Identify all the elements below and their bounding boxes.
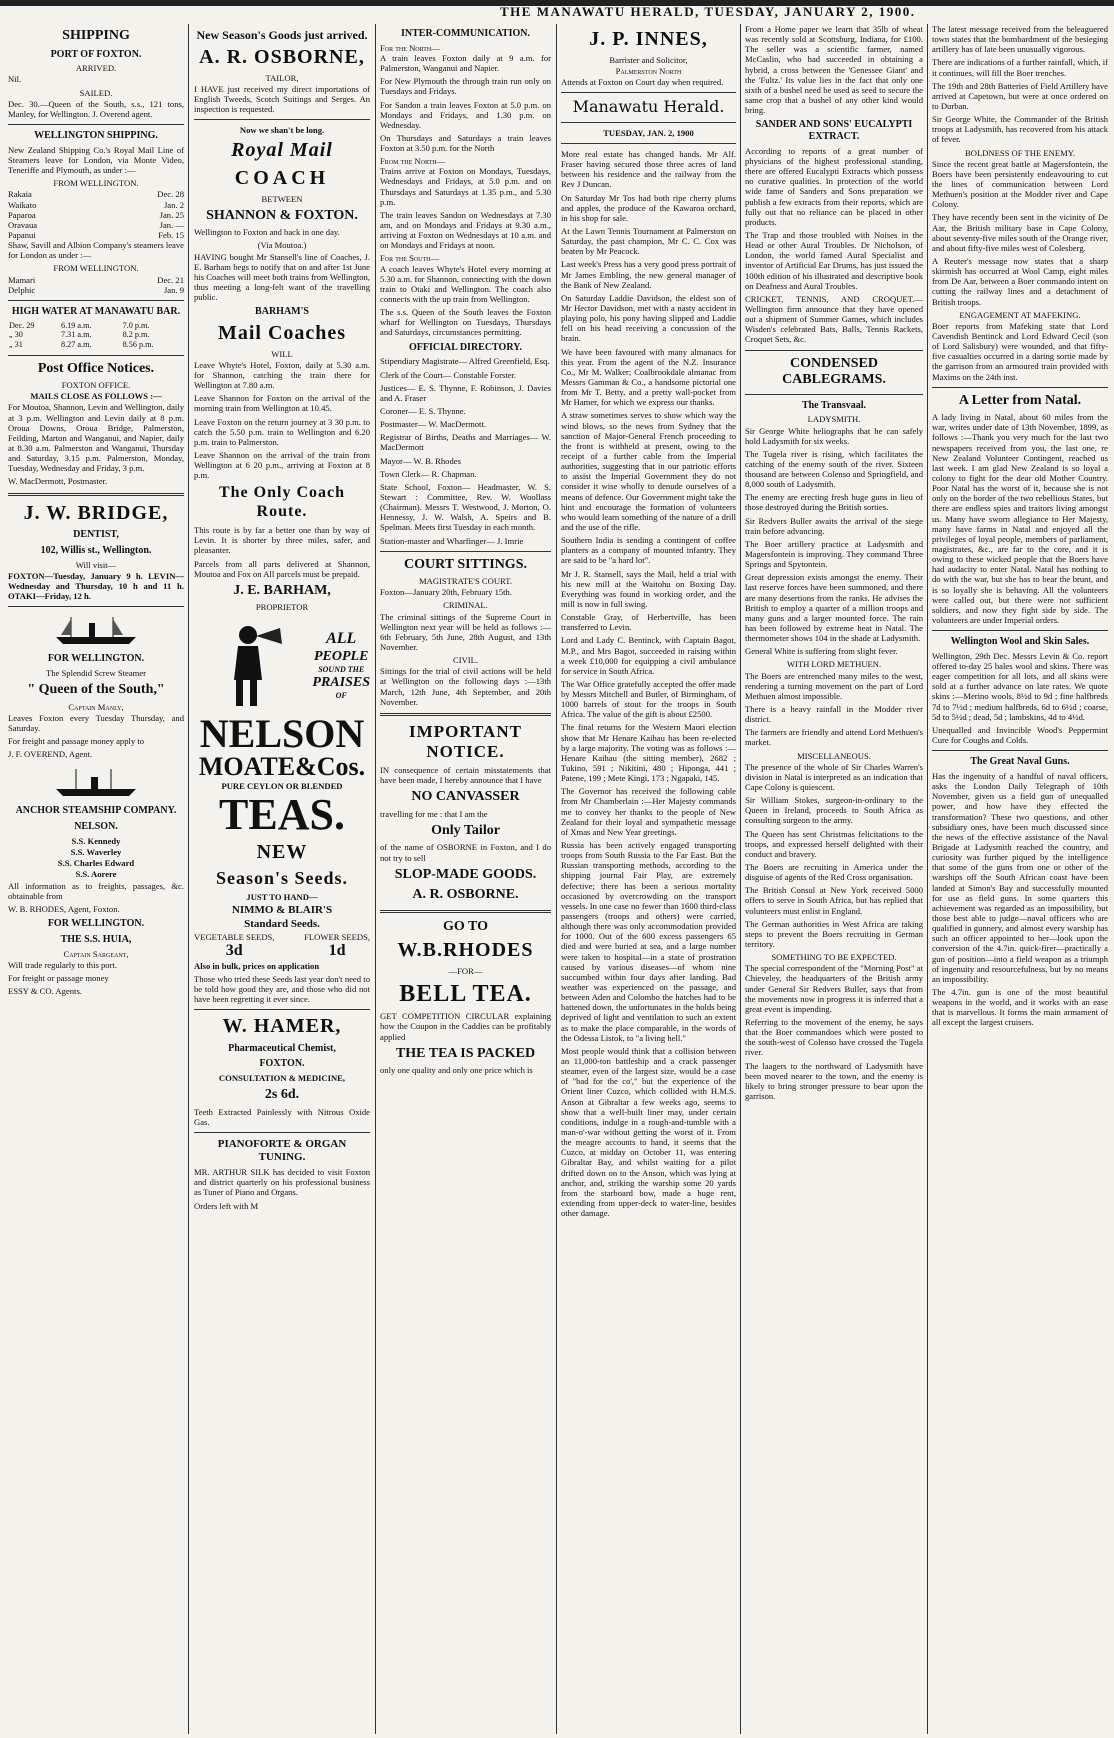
new-label: NEW: [256, 840, 308, 863]
queen-of-the-south: " Queen of the South,": [27, 682, 165, 698]
ladysmith-label: LADYSMITH.: [807, 414, 861, 425]
directory-entry: Town Clerk— R. Chapman.: [380, 468, 477, 479]
coach-heading: COACH: [234, 167, 330, 190]
coach-schedule-1: Leave Whyte's Hotel, Foxton, daily at 5.30 a.m. for Shannon, catching the train there for Wellington at 7.80 a.m.: [194, 359, 370, 391]
consultation-fee: 2s 6d.: [264, 1087, 300, 1103]
from-wellington-label: FROM WELLINGTON.: [53, 263, 139, 274]
divider: [380, 910, 551, 913]
innes-text: Attends at Foxton on Court day when required.: [561, 76, 724, 87]
naval-guns-heading: The Great Naval Guns.: [970, 756, 1070, 768]
will-visit-label: Will visit—: [75, 559, 117, 570]
table-row: „ 30 7.31 a.m. 8.2 p.m.: [9, 330, 150, 340]
article-paragraph: The Queen has sent Christmas felicitations to the troops, and expressed herself delighted with their conduct and bravery.: [745, 828, 923, 859]
osborne-signature: A. R. OSBORNE.: [412, 887, 519, 903]
column-rule: [740, 24, 741, 1734]
nelson-moate-banner: [194, 616, 370, 714]
dentist-label: DENTIST,: [73, 529, 119, 541]
parcels-text: Parcels from all parts delivered at Shannon, Moutoa and Fox on All parcels must be prepaid.: [194, 558, 370, 579]
flower-seeds-label: FLOWER SEEDS,: [304, 931, 370, 942]
divider: [561, 143, 736, 144]
article-paragraph: On Saturday Mr Tos had both ripe cherry plums and apples, the produce of the Kawaroa orchard, in his shop for sale.: [561, 192, 736, 223]
for-label: —FOR—: [448, 965, 483, 976]
article-paragraph: The final returns for the Western Maori election show that Mr Henare Kaihau has been re-elected by a large majority. The voting was as follows :—Henare Kaihau (the sitting member), 2682 ; Tukino, 591 ; Nikitini, 480 ; Hiponga, 441 ; Patene, 199 ; Mete Kingi, 173 ; Ngapaki, 145.: [561, 722, 736, 784]
divider: [745, 350, 923, 351]
coach-text: HAVING bought Mr Stansell's line of Coaches, J. E. Barham begs to notify that on and after 1st June his Coaches will meet both trains from Wellington, thus meeting a long-felt want of the travelling public.: [194, 251, 370, 303]
bell-tea-heading: BELL TEA.: [399, 980, 532, 1007]
article-paragraph: The British Consul at New York received 5000 offers to serve in South Africa, but has replied that volunteers must enlist in England.: [745, 885, 923, 916]
from-north-label: From the North—: [380, 156, 446, 167]
train-3: For Sandon a train leaves Foxton at 5.0 p.m. on Mondays and Fridays, and 1.30 p.m. on Wednesday.: [380, 99, 551, 130]
tried-text: Those who tried these Seeds last year don't need to be told how good they are, and those who did not have been regretting it ever since.: [194, 973, 370, 1004]
seeds-heading: Season's Seeds.: [215, 868, 349, 889]
sailed-text: Dec. 30.—Queen of the South, s.s., 121 tons, Manley, for Wellington. J. Overend agent.: [8, 98, 184, 119]
slop-made: SLOP-MADE GOODS.: [394, 866, 537, 882]
sailing-days: Leaves Foxton every Tuesday Thursday, and Saturday.: [8, 712, 184, 733]
piano-tail: Orders left with M: [194, 1200, 259, 1211]
route-text: This route is by far a better one than by way of Levin. It is shorter by three miles, safer, and pleasanter.: [194, 525, 370, 556]
column-2: [194, 24, 370, 1734]
tide-table: [8, 321, 184, 350]
praises-label: PRAISES: [312, 674, 370, 690]
train-5: Trains arrive at Foxton on Mondays, Tuesdays, Wednesdays and Fridays, at 5.0 p.m. and on Thursdays and Saturdays at 1.35 p.m., and 5.30 p.m.: [380, 166, 551, 207]
hamer-name: W. HAMER,: [222, 1015, 342, 1038]
dentist-address: 102, Willis st., Wellington.: [40, 544, 152, 556]
train-1: A train leaves Foxton daily at 9 a.m. for Palmerston, Wanganui and Napier.: [380, 52, 551, 74]
divider: [932, 750, 1108, 751]
bulk-text: Also in bulk, prices on application: [194, 960, 320, 971]
overend-agent: J. F. OVEREND, Agent.: [8, 749, 93, 760]
article-paragraph: There is a heavy rainfall in the Modder river district.: [745, 704, 923, 725]
anchor-ship: S.S. Waverley: [70, 847, 122, 858]
article-paragraph: Sir George White, the Commander of the British troops at Ladysmith, has recovered from his attack of fever.: [932, 114, 1108, 145]
divider: [8, 300, 184, 301]
coach-7: A coach leaves Whyte's Hotel every morning at 5.30 a.m. for Shannon, connecting with the down train to Otaki and Wellington. The coach also connects with the up train from Wellington.: [380, 263, 551, 305]
foxton-label: FOXTON.: [259, 1058, 305, 1070]
article-paragraph: General White is suffering from slight fever.: [745, 646, 898, 657]
nelson-heading: NELSON: [199, 711, 365, 757]
directory-entry: Mayor— W. B. Rhodes: [380, 455, 461, 466]
steamship-illustration: [51, 613, 141, 647]
article-paragraph: The Tugela river is rising, which facilitates the catching of the enemy south of the river. Sixteen thousand are between Colenso and Springfield, and 8,000 south of Ladysmith.: [745, 448, 923, 490]
will-label: WILL: [271, 348, 293, 359]
coach-schedule-2: Leave Shannon for Foxton on the arrival of the morning train from Wellington at 10.45.: [194, 393, 370, 414]
article-paragraph: A lady living in Natal, about 60 miles from the war, writes under date of 13th November, 1899, as follows :—Thank you very much for the last two newspapers received from you, the last one, re New Zealand Volunteer Contingent, reached us last week. I am glad New Zealand is so loyal a colony to fight for the dear old Mother Country. Poor Natal has the worst of it, because she is not only on the border of the two rebellious States, but there are endless spies and traitors living amongst us. Many have sworn allegiance to Her Majesty, many have farms in Natal and enjoyed all the privileges of loyal people, members of parliament, magistrates, &c., are far to the core, and it is owing to these wicked people that the Boers have had audacity to enter Natal. Natal has nothing to do with the war, but she has to bear the brunt, and is so loyally she is behaving. All the volunteers were called out, but there were not sufficient soldiers, and now they fight side by side. The volunteers are under Imperial orders.: [932, 412, 1108, 625]
shannon-foxton-heading: SHANNON & FOXTON.: [206, 207, 358, 223]
official-directory-heading: OFFICIAL DIRECTORY.: [408, 341, 522, 353]
directory-entry: Justices— E. S. Thynne, F. Robinson, J. Davies and A. Fraser: [380, 382, 551, 403]
je-barham-name: J. E. BARHAM,: [233, 582, 331, 598]
ship-row: Mamari Dec. 21: [8, 274, 184, 285]
divider: [8, 493, 184, 496]
nelson-label: NELSON.: [74, 821, 118, 833]
osborne-text: I HAVE just received my direct importations of English Tweeds, Scotch Suitings and Serges. An inspection is requested.: [194, 83, 370, 115]
column-rule: [556, 24, 557, 1734]
ship-list: [8, 189, 184, 240]
article-paragraph: The presence of the whole of Sir Charles Warren's division in Natal is interpreted as an indication that Cape Colony is quiescent.: [745, 761, 923, 792]
civil-label: CIVIL.: [452, 655, 479, 666]
directory-entry: Station-master and Wharfinger— J. Imrie: [380, 535, 524, 546]
new-season-heading: New Season's Goods just arrived.: [196, 28, 368, 42]
between-label: BETWEEN: [261, 193, 303, 204]
huia-text: Will trade regularly to this port.: [8, 959, 117, 970]
seed-prices: [194, 932, 370, 961]
wool-sales-heading: Wellington Wool and Skin Sales.: [950, 636, 1090, 648]
directory-entry: Registrar of Births, Deaths and Marriages— W. MacDermott: [380, 432, 551, 453]
teas-heading: TEAS.: [219, 789, 345, 839]
steamer-8: The s.s. Queen of the South leaves the Foxton wharf for Wellington on Tuesdays, Thursdays and Saturdays, circumstances permitting.: [380, 307, 551, 338]
article-paragraph: Great depression exists amongst the enemy. Their last reserve forces have been summoned, and there are many desertions from the ranks. He advises the British to employ a quarter of a million troops and many guns and a larger mounted force. The rain has been followed by extreme heat in Natal. The thermometer shows 104 in the shade at Ladysmith.: [745, 572, 923, 644]
column-6: [932, 24, 1108, 1734]
article-paragraph: A straw sometimes serves to show which way the wind blows, so the news from Sydney that the sanction of Major-General French proceeding to the front is withheld at present, owing to the receipt of a further cable from the Imperial authorities, suggesting that in our patriotic efforts to assist the Imperial Government they do not consider it wise wholly to denude ourselves of a means of defence. Our Government might take the hint and encourage the formation of volunteers who would learn something of the nature of a drill and the use of the rifle.: [561, 410, 736, 532]
for-wellington-heading: FOR WELLINGTON.: [47, 653, 145, 665]
sailed-label: SAILED.: [79, 87, 113, 98]
for-south-label: For the South—: [380, 253, 440, 264]
steamship-illustration: [51, 765, 141, 799]
divider: [8, 124, 184, 125]
article-paragraph: On Saturday Laddie Davidson, the eldest son of Mr Hector Davidson, met with a nasty accident in playing polo, his pony having slipped and Laddie fell on his head receiving a concussion of the brain.: [561, 292, 736, 344]
divider: [561, 122, 736, 123]
postmaster-signature: W. MacDermott, Postmaster.: [8, 476, 108, 487]
all-label: ALL: [326, 630, 357, 648]
notice-text-2: travelling for me : that I am the: [380, 808, 488, 819]
article-paragraph: The German authorities in West Africa are taking steps to prevent the Boers recruiting in German territory.: [745, 918, 923, 949]
mails-close-label: MAILS CLOSE AS FOLLOWS :—: [30, 391, 162, 402]
article-paragraph: The Boers are recruiting in America under the disguise of agents of the Red Cross organisation.: [745, 861, 923, 883]
osborne-name: A. R. OSBORNE,: [199, 46, 365, 69]
column-1: [8, 24, 184, 1734]
directory-entry: Clerk of the Court— Constable Forster.: [380, 369, 517, 380]
mail-coaches-heading: Mail Coaches: [217, 322, 347, 345]
train-6: The train leaves Sandon on Wednesdays at 7.30 am, and on Mondays and Fridays at 9.30 a.m., arriving at Foxton on Wednesdays at 10 a.m. and on Mondays and Fridays at noon.: [380, 209, 551, 251]
nimmo-label: NIMMO & BLAIR'S: [231, 903, 333, 916]
ship-row: Rakaia Dec. 28: [8, 189, 184, 200]
article-paragraph: Has the ingenuity of a handful of naval officers, asks the London Daily Telegraph of 10th November, given us a field gun of unequalled power, and how have they effected the transformation? These two questions, and other subsidiary ones, have been much discussed since the news of the effective assistance of the Naval Brigade at Ladysmith reached the country, and curiosity was further piqued by the intelligence that some of the guns from one or other of the warships off the South African coast have been landed at Simon's Bay and successfully mounted for use as field guns. In some quarters this achievement was regarded as an impossibility, but those best able to judge—naval officers who are qualified in gunnery, and almost every warship has such an officer appointed to her—look upon the conversion of the 4.7in. quick-firer—practically a gun of position—into a field weapon as a triumph of ingenuity and resourcefulness, but by no means an impossibility.: [932, 770, 1108, 984]
column-3: [380, 24, 551, 1734]
article-paragraph: The special correspondent of the "Morning Post" at Chieveley, the headquarters of the British army under General Sir Redvers Buller, says that from the movements now in progress it is inferred that a great event is impending.: [745, 963, 923, 1014]
article-paragraph: The farmers are friendly and attend Lord Methuen's market.: [745, 727, 923, 748]
divider: [380, 713, 551, 716]
huia-name: THE S.S. HUIA,: [60, 933, 132, 945]
barrister-label: Barrister and Solicitor,: [609, 54, 688, 65]
divider: [745, 394, 923, 395]
inter-communication-heading: INTER-COMMUNICATION.: [401, 28, 530, 39]
divider: [932, 630, 1108, 631]
article-paragraph: Mr J. R. Stansell, says the Mail, held a trial with his new mill at the Waitohu on Boxing Day. Everything was found in working order, and the mill is now in full swing.: [561, 568, 736, 609]
notice-text: IN consequence of certain misstatements that have been made, I hereby announce that I have: [380, 764, 551, 786]
expected-label: SOMETHING TO BE EXPECTED.: [771, 952, 897, 963]
captain-manly: Captain Manly,: [68, 701, 124, 712]
visit-schedule: FOXTON—Tuesday, January 9 h. LEVIN—Wednesday and Thursday, 10 h and 11 h. OTAKI—Friday, 12 h.: [8, 570, 184, 602]
shaw-savill-text: Shaw, Savill and Albion Company's steamers leave for London as under :—: [8, 240, 184, 261]
nz-shipping-text: New Zealand Shipping Co.'s Royal Mail Line of Steamers leave for London, via Monte Video, Teneriffe and Plymouth, as under :—: [8, 144, 184, 176]
miscellaneous-label: MISCELLANEOUS.: [797, 750, 871, 761]
divider: [8, 355, 184, 356]
article-paragraph: Last week's Press has a very good press portrait of Mr James Embling, the new general manager of the Bank of New Zealand.: [561, 259, 736, 290]
article-paragraph: The Governor has received the following cable from Mr Chamberlain :—Her Majesty commands me to convey her thanks to the people of New Zealand for their loyal and sympathetic message of Xmas and New Year greetings.: [561, 786, 736, 837]
sanders-heading: SANDER AND SONS' EUCALYPTI EXTRACT.: [755, 119, 913, 143]
boldness-label: BOLDNESS OF THE ENEMY.: [965, 147, 1075, 158]
article-paragraph: According to reports of a great number of physicians of the highest professional standing, there are offered Eucalypti Extracts which possess no curative qualities. In protection of the world wide fame of Sanders and Sons preparation we publish a few extracts from their reports, which are fully out that no reliance can be placed in other products.: [745, 145, 923, 227]
of-label: OF: [335, 691, 347, 701]
no-canvasser: NO CANVASSER: [411, 789, 520, 805]
column-rule: [375, 24, 376, 1734]
barham-label: BARHAM'S: [255, 306, 309, 318]
article-paragraph: Russia has been actively engaged transporting troops from South Russia to the Far East. But the Russian transporting methods, according to the shipping journal Fair Play, are extremely defective; there has been a serious mortality occasioned by overcrowding on the transport vessels. In one case no fewer than 1600 third-class passengers (troops and others) were carried, although there was only accommodation provided for 1000. Out of the 600 excess passengers 65 died and were buried at sea, and a large number were taken to hospital—in a state of prostration caused by various diseases—of whom nine succumbed within four days after landing. Bad weather was experienced on the passage, and between Aden and Colombo the hatches had to be battened down, the unfortunates in the holds being deprived of light and ventilation to such an extent as to make the place comparable, in the words of the Odessa Listok, to "a living hell.": [561, 840, 736, 1043]
sound-label: SOUND THE: [318, 665, 365, 675]
go-to-label: GO TO: [442, 918, 488, 934]
directory-entry: Coroner— E. S. Thynne.: [380, 405, 466, 416]
divider: [194, 119, 370, 120]
article-paragraph: The 19th and 28th Batteries of Field Artillery have arrived at Capetown, but were at once ordered on to Durban.: [932, 80, 1108, 111]
condensed-cablegrams-heading: CONDENSED CABLEGRAMS.: [782, 355, 886, 388]
divider: [8, 606, 184, 607]
standard-seeds: Standard Seeds.: [244, 917, 320, 930]
civil-text: Sittings for the trial of civil actions will be held at Wellington on the following days :—13th March, 12th June, 4th September, and 20th November.: [380, 666, 551, 707]
article-paragraph: Sir George White heliographs that he can safely hold Ladysmith for six weeks.: [745, 425, 923, 446]
ship-row: Delphic Jan. 9: [8, 284, 184, 295]
from-wellington-label: FROM WELLINGTON.: [53, 178, 139, 189]
huia-freight: For freight or passage money: [8, 972, 109, 983]
coach-schedule-3: Leave Foxton on the return journey at 3 30 p.m. to catch the 5.50 p.m. train to Wellington and 6.20 p.m. train to Palmerston.: [194, 416, 370, 447]
article-paragraph: Southern India is sending a contingent of coffee planters as a company of mounted infantry. They are said to be "a hard lot".: [561, 535, 736, 566]
train-2: For New Plymouth the through train run only on Tuesdays and Fridays.: [380, 76, 551, 97]
via-label: (Via Moutoa.): [257, 240, 307, 251]
article-paragraph: Boer reports from Mafeking state that Lord Cavendish Bentinck and Lord Edward Cecil (son of Lord Salisbury) were wounded, and that fifty-five casualties occurred in a daring sortie made by the garrison from an armoured train provided with Maxims on the 24th inst.: [932, 320, 1108, 382]
article-paragraph: CRICKET, TENNIS, AND CROQUET.—Wellington firm announce that they have opened out a shipment of Summer Games, which includes Wisden's celebrated Bats, Balls, Tennis Rackets, Croquet Sets, &c.: [745, 293, 923, 345]
article-paragraph: Sir William Stokes, surgeon-in-ordinary to the Queen in Ireland, proceeds to South Africa as consulting surgeon to the army.: [745, 795, 923, 826]
methuen-label: WITH LORD METHUEN.: [786, 659, 882, 670]
only-tailor: Only Tailor: [431, 822, 500, 838]
chemist-label: Pharmaceutical Chemist,: [228, 1042, 336, 1054]
ship-row: Papanui Feb. 15: [8, 229, 184, 240]
teeth-text: Teeth Extracted Painlessly with Nitrous Oxide Gas.: [194, 1106, 370, 1128]
tea-packed-heading: THE TEA IS PACKED: [395, 1045, 536, 1061]
directory-entry: Stipendiary Magistrate— Alfred Greenfield, Esq.: [380, 356, 550, 367]
court-sittings-heading: COURT SITTINGS.: [404, 556, 527, 572]
now-we-label: Now we shan't be long.: [239, 125, 325, 136]
article-paragraph: The 4.7in. gun is one of the most beautiful weapons in the world, and it works with an ease that is marvellous. It forms the main armament of all except the largest cruisers.: [932, 986, 1108, 1028]
mafeking-label: ENGAGEMENT AT MAFEKING.: [959, 309, 1081, 320]
arrived-label: ARRIVED.: [75, 63, 117, 74]
criminal-text: The criminal sittings of the Supreme Court in Wellington next year will be held as follows :—6th February, 5th June, 28th August, and 13th November.: [380, 611, 551, 652]
port-heading: PORT OF FOXTON.: [50, 48, 142, 60]
column-rule: [927, 24, 928, 1734]
only-coach-heading: The Only Coach Route.: [218, 484, 345, 521]
divider: [194, 1132, 370, 1133]
foxton-office-label: FOXTON OFFICE.: [61, 380, 131, 391]
tailor-label: TAILOR,: [265, 72, 299, 83]
splendid-label: The Splendid Screw Steamer: [46, 668, 146, 679]
newspaper-title: Manawatu Herald.: [572, 97, 725, 117]
divider: [932, 387, 1108, 388]
article-paragraph: Unequalled and Invincible Wood's Peppermint Cure for Coughs and Colds.: [932, 724, 1108, 746]
pure-ceylon-label: PURE CEYLON OR BLENDED: [221, 781, 343, 792]
piano-heading: PIANOFORTE & ORGAN TUNING.: [217, 1138, 347, 1164]
trumpeter-illustration: [218, 620, 288, 710]
competition-text: GET COMPETITION CIRCULAR explaining how the Coupon in the Caddies can be profitably applied: [380, 1011, 551, 1042]
arrived-text: Nil.: [8, 74, 22, 85]
huia-agent: ESSY & CO. Agents.: [8, 986, 82, 997]
post-office-heading: Post Office Notices.: [37, 360, 155, 376]
magistrates-court-label: MAGISTRATE'S COURT.: [418, 576, 513, 587]
captain-sargeant: Captain Sargeant,: [63, 948, 129, 959]
packed-tail: only one quality and only one price which is: [380, 1065, 533, 1076]
rhodes-agent: W. B. RHODES, Agent, Foxton.: [8, 903, 120, 914]
ship-row: Paparoa Jan. 25: [8, 209, 184, 220]
anchor-ship: S.S. Charles Edward: [57, 858, 135, 869]
anchor-ship: S.S. Kennedy: [71, 836, 121, 847]
article-paragraph: From a Home paper we learn that 35lb of wheat was recently sold at Scottsburg, Indiana, for £100. The seller was a scientific farmer, named McCaslin, who had succeeded in obtaining a hybrid, a cross between the 'Genessee Giant' and the 'Fultz.' Its value lies in the fact that only one sixth of a bushel need be used as seed to secure the same crop that a bushel of any other kind would bring.: [745, 24, 923, 116]
divider: [194, 1009, 370, 1010]
train-4: On Thursdays and Saturdays a train leaves Foxton at 3.50 p.m. for the North: [380, 132, 551, 154]
article-paragraph: There are indications of a further rainfall, which, if it continues, will fill the Boer trenches.: [932, 57, 1108, 78]
article-paragraph: The enemy are erecting fresh huge guns in lieu of those destroyed during the British sorties.: [745, 492, 923, 513]
table-row: „ 31 8.27 a.m. 8.56 p.m.: [9, 339, 154, 349]
ship-row: Oravaua Jan. —: [8, 219, 184, 230]
criminal-label: CRIMINAL.: [443, 600, 488, 611]
innes-name: J. P. INNES,: [589, 28, 708, 50]
wellington-shipping-heading: WELLINGTON SHIPPING.: [34, 130, 158, 142]
article-paragraph: The Trap and those troubled with Noises in the Head or other Aural Troubles. Dr Nicholson, of London, the world famed Aural Specialist and inventor of Artificial Ear Drums, has just issued the 100th edition of his illustrated and descriptive book on Deafness and Aural Troubles.: [745, 229, 923, 291]
freight-text: For freight and passage money apply to: [8, 736, 145, 747]
flower-price: 1d: [328, 941, 346, 959]
letter-natal-heading: A Letter from Natal.: [958, 392, 1082, 408]
ship-row: Waikato Jan. 2: [8, 199, 184, 210]
court-dates: Foxton—January 20th, February 15th.: [380, 587, 512, 598]
article-paragraph: Since the recent great battle at Magersfontein, the Boers have been persistently endeavouring to cut the lines of communication between Lord Methuen's position at the Modder river and Cape Colony.: [932, 158, 1108, 210]
coach-schedule-4: Leave Shannon on the arrival of the train from Wellington at 6 20 p.m., arriving at Foxton at 8 p.m.: [194, 449, 370, 481]
article-paragraph: We have been favoured with many almanacs for this year. From the agent of the N.Z. Insurance Co., Mr M. Walker; Coalbrookdale almanac from Messrs Gamman & Co., a handsome pictorial one from Mr T. Betty, and a pretty wall-pocket from Mr Hamer, for which we express our thanks.: [561, 346, 736, 408]
people-label: PEOPLE: [313, 648, 369, 664]
article-paragraph: The Boer artillery practice at Ladysmith and Magersfontein is improving. They command Three Springs and Spytontein.: [745, 538, 923, 570]
anchor-ship: S.S. Aorere: [75, 869, 117, 880]
article-paragraph: The Boers are entrenched many miles to the west, rendering a turning movement on the part of Lord Methuen almost impossible.: [745, 670, 923, 701]
table-row: Dec. 29 6.19 a.m. 7.0 p.m.: [9, 320, 150, 330]
column-5: [745, 24, 923, 1734]
royal-mail-heading: Royal Mail: [231, 139, 333, 162]
article-paragraph: Referring to the movement of the enemy, he says that the Boer commandoes which were posted to the south-west of Colenso have crossed the Tugela river.: [745, 1016, 923, 1058]
notice-text-3: of the name of OSBORNE in Foxton, and I do not try to sell: [380, 842, 551, 863]
column-rule: [188, 24, 189, 1734]
masthead: THE MANAWATU HERALD, TUESDAY, JANUARY 2, 1900.: [500, 4, 916, 19]
directory-entry: State School, Foxton— Headmaster, W. S. Stewart : Committee, Rev. W. Woollass (Chairman). Messrs T. Westwood, J. Morton, O. Hennessy, J. W. Walsh, A. Speirs and B. Spelman. Meets first Tuesday in each month.: [380, 481, 551, 533]
bridge-name: J. W. BRIDGE,: [23, 501, 169, 524]
article-paragraph: Most people would think that a collision between an 11,000-ton battleship and a crack passenger steamer, even of the largest size, would be a case of "bad for the co'," but the experience of the Orient liner Cuzco, which collided with H.M.S. Anson at Gibraltar a few weeks ago, seems to show that a well-built liner may, under certain conditions, indulge in a rough-and-tumble with a man-o'-war without getting the worst of it. From the meagre accounts to hand, it seems that the Cuzco, at midday on October 11, was entering Gibraltar Bay, and whilst waiting for a pilot drifted down on to the Anson, which was lying at anchor, and, striking the warship some 20 yards from the starboard bow, made a huge rent, extending from upper-deck to water-line, besides other damage.: [561, 1045, 736, 1219]
anchor-info: All information as to freights, passages, &c. obtainable from: [8, 880, 184, 901]
vegetable-price: 3d: [225, 941, 243, 959]
column-4: [561, 24, 736, 1734]
article-paragraph: More real estate has changed hands. Mr Alf. Fraser having secured those three acres of land between his residence and the railway from the Rev J Duncan.: [561, 149, 736, 190]
article-paragraph: Sir Redvers Buller awaits the arrival of the siege train before advancing.: [745, 515, 923, 536]
divider: [380, 551, 551, 552]
article-paragraph: The laagers to the northward of Ladysmith have been moved nearer to the town, and the enemy is likely to bring stronger pressure to bear upon the garrison.: [745, 1060, 923, 1101]
palmerston-label: Palmerston North: [615, 65, 682, 76]
article-paragraph: The latest message received from the beleaguered town states that the bombardment of the besieging artillery has of late been unusually vigorous.: [932, 24, 1108, 55]
for-north-label: For the North—: [380, 42, 440, 53]
consultation-label: CONSULTATION & MEDICINE,: [218, 1073, 346, 1084]
article-paragraph: At the Lawn Tennis Tournament at Palmerston on Saturday, the past champion, Mr C. C. Cox was beaten by Mr Peacock.: [561, 226, 736, 257]
for-wellington-heading: FOR WELLINGTON.: [47, 918, 145, 929]
moate-heading: MOATE&Cos.: [198, 752, 366, 782]
proprietor-label: PROPRIETOR: [255, 602, 309, 613]
just-to-hand: JUST TO HAND—: [246, 892, 318, 903]
coach-route: Wellington to Foxton and back in one day.: [194, 227, 340, 238]
article-paragraph: Wellington, 29th Dec. Messrs Levin & Co. report offered to-day 25 bales wool and skins. There was eager competition for all lots, and all skins were sold at a further advance on late rates. We quote skins :—Merino wools, 8½d to 9d ; fine halfbreds 7d to 7½d ; medium halfbreds, 6d to 6½d ; coarse, 5d to 5½d ; dead, 5d ; lambskins, 4d to 4½d.: [932, 650, 1108, 722]
vegetable-seeds-label: VEGETABLE SEEDS,: [194, 931, 275, 942]
important-notice-heading: IMPORTANT NOTICE.: [409, 721, 522, 761]
rhodes-heading: W.B.RHODES: [397, 939, 534, 962]
mails-text: For Moutoa, Shannon, Levin and Wellington, daily at 3 p.m. Wellington and Levin daily at 8 p.m. Oroua Downs, Oroua Bridge, Palmerston, Feilding, Marton and Wanganui, and Napier, daily at 8.30 a.m. Palmerston and Wanganui, Thursday and Saturday, 3.15 p.m. Palmerston, Monday, Tuesday, Wednesday and Friday, 3 p.m.: [8, 402, 184, 474]
article-paragraph: Constable Gray, of Herbertville, has been transferred to Levin.: [561, 612, 736, 633]
article-paragraph: Lord and Lady C. Bentinck, with Captain Bagot, M.P., and Mrs Bagot, succeeded in raising within a week £10,000 for equipping a civil ambulance for service in South Africa.: [561, 635, 736, 676]
article-paragraph: The War Office gratefully accepted the offer made by Messrs Mitchell and Butler, of Birmingham, of 1000 barrels of stout for the troops in South Africa. The value of the gift is about £2500.: [561, 678, 736, 720]
high-water-heading: HIGH WATER AT MANAWATU BAR.: [11, 305, 181, 317]
shipping-heading: SHIPPING: [62, 28, 130, 43]
article-paragraph: A Reuter's message now states that a sharp skirmish has occurred at Wool Camp, eight miles from De Aar, between a Boer commando intent on cutting the railway lines and a detachment of British troops.: [932, 255, 1108, 307]
divider: [561, 92, 736, 93]
directory-entry: Postmaster— W. MacDermott.: [380, 419, 486, 430]
transvaal-heading: The Transvaal.: [801, 399, 867, 411]
issue-date: TUESDAY, JAN. 2, 1900: [603, 127, 694, 138]
piano-text: MR. ARTHUR SILK has decided to visit Foxton and district quarterly on his professional business as Tuner of Piano and Organs.: [194, 1167, 370, 1198]
anchor-company-heading: ANCHOR STEAMSHIP COMPANY.: [15, 805, 177, 817]
article-paragraph: They have recently been sent in the vicinity of De Aar, the British military base in Cape Colony, about seventy-five miles south of the Orange river, and about fifty-five miles west of Colesberg.: [932, 212, 1108, 253]
